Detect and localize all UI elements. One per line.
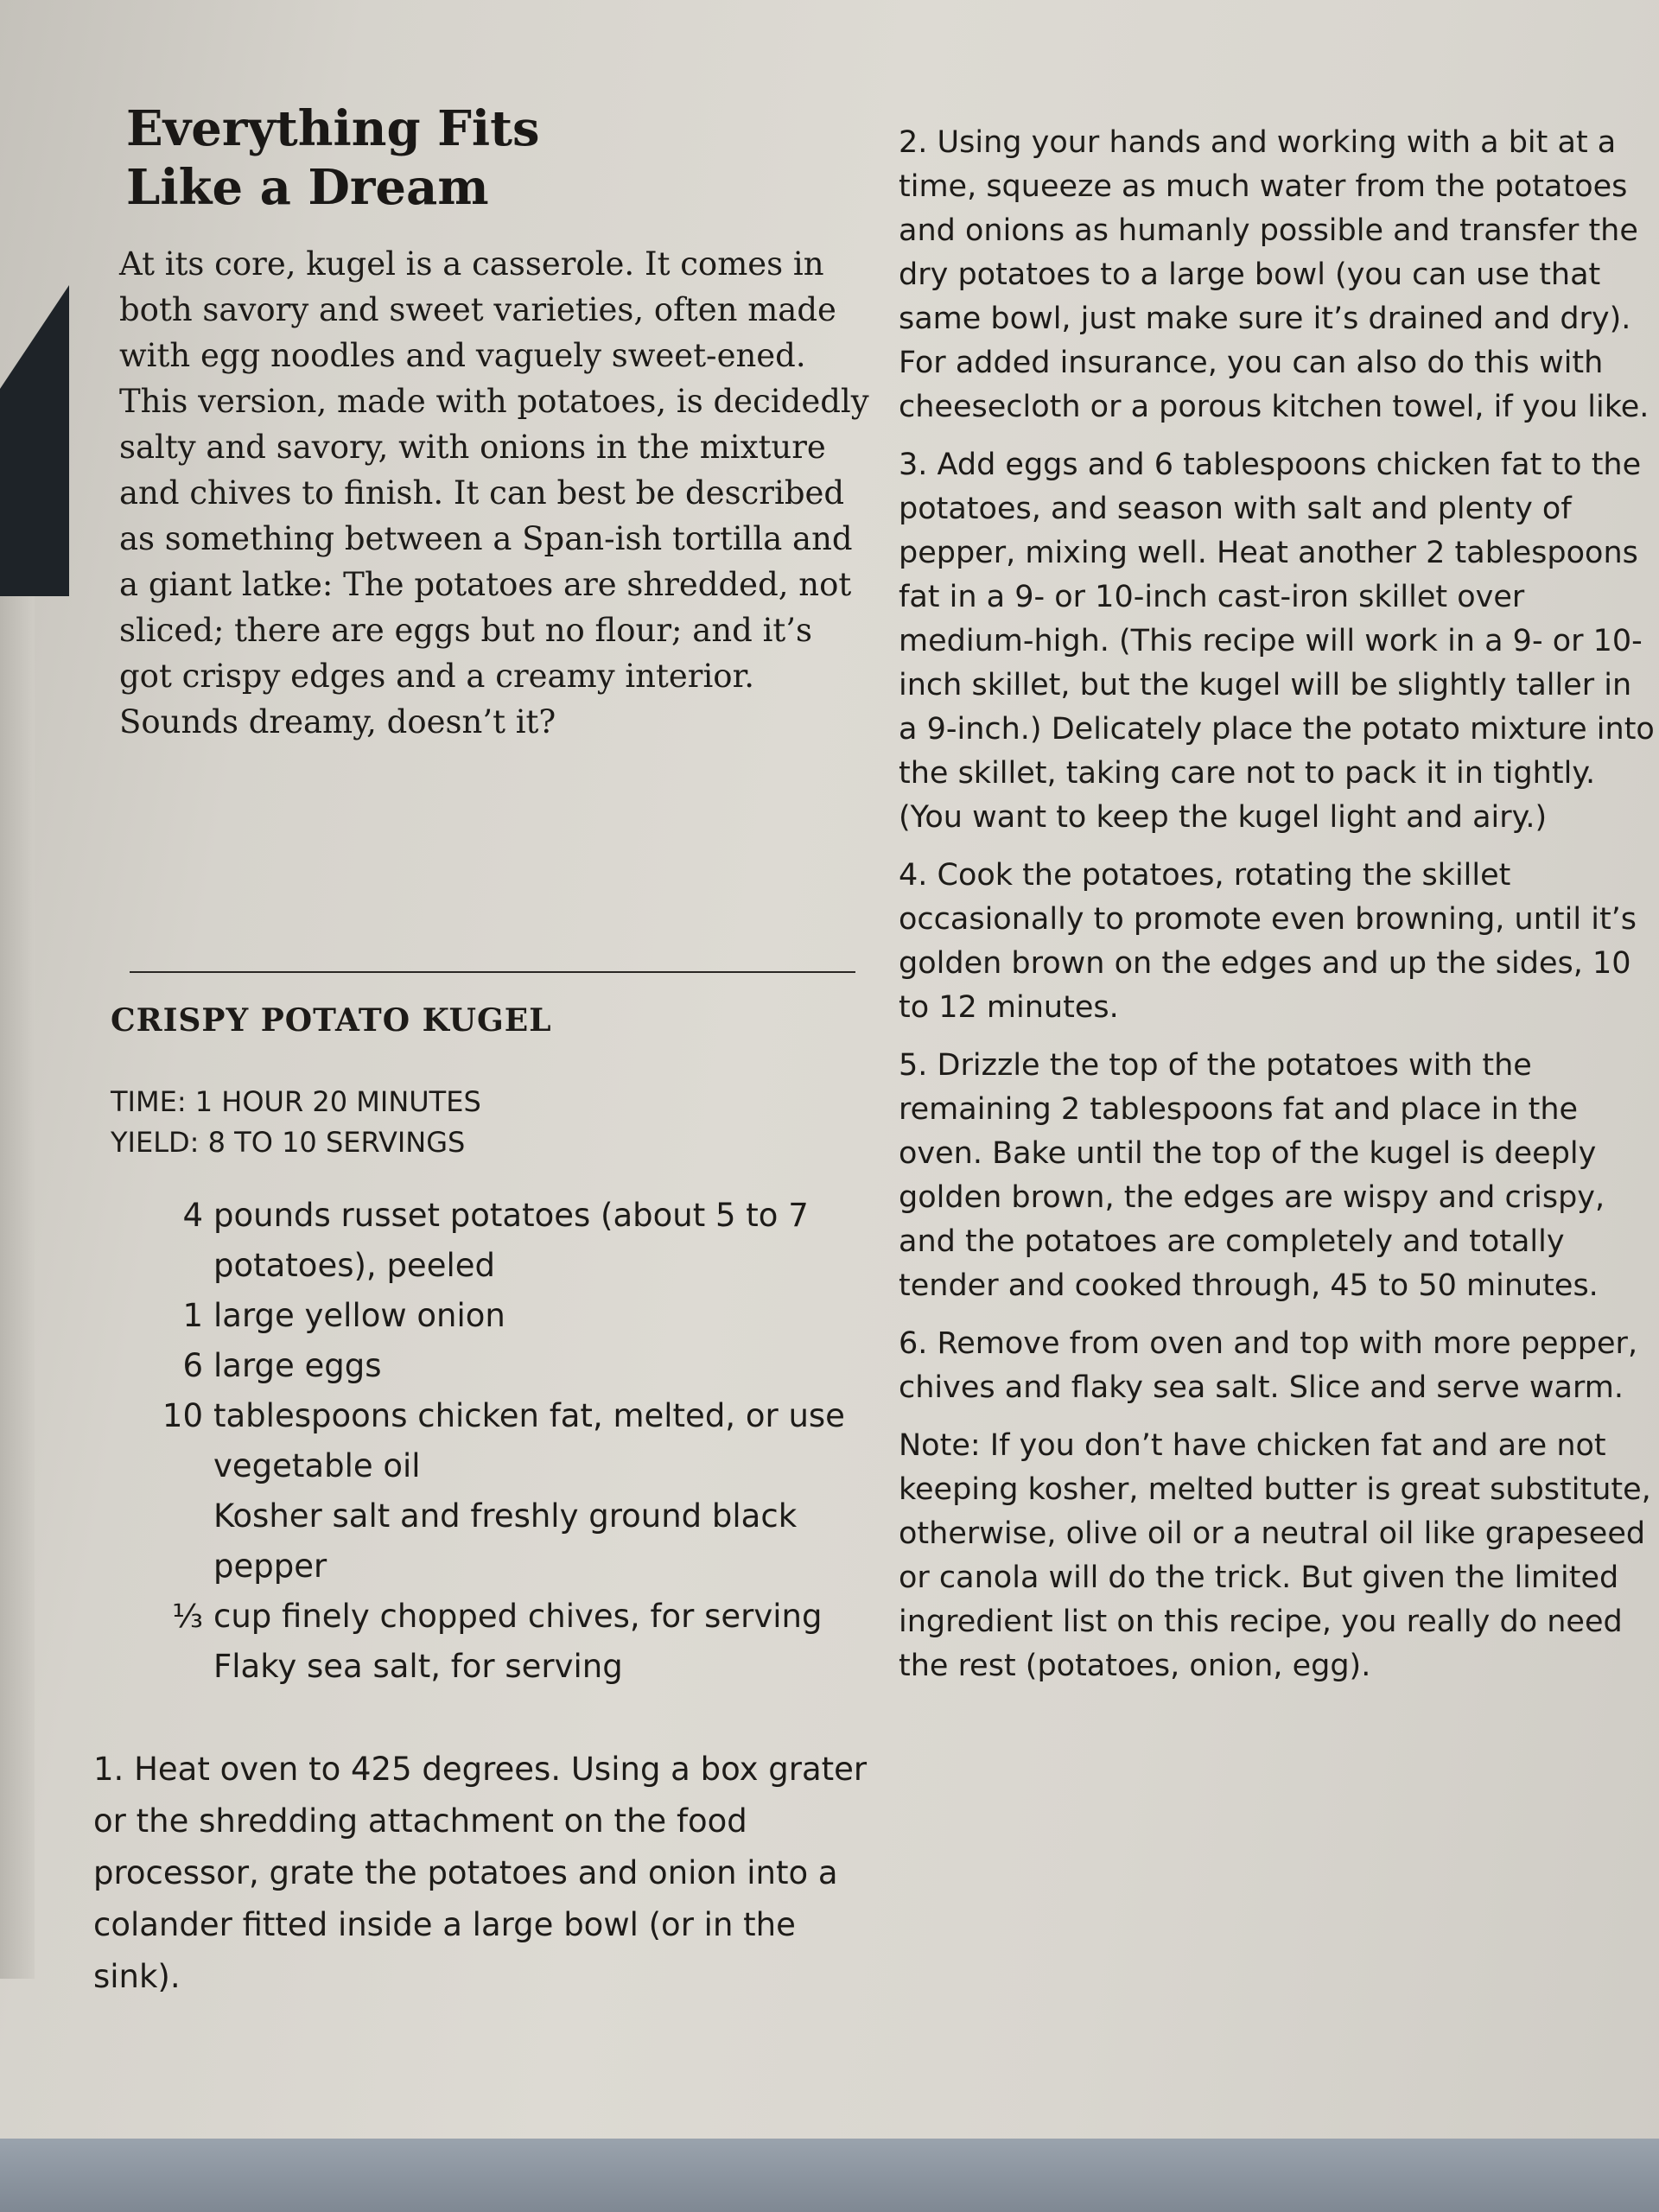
recipe-step-2: 2. Using your hands and working with a bit at a time, squeeze as much water from the potatoes and onions as humanly possible and transfer the dry potatoes to a large bowl (you can use that same bowl, just make sure it’s drained and dry). For added insurance, you can also do this with cheesecloth or a porous kitchen towel, if you like. — [899, 125, 1649, 424]
ingredient-text: large eggs — [213, 1347, 382, 1384]
ingredient-item — [143, 1191, 886, 1291]
recipe-meta — [111, 1082, 481, 1163]
ingredient-qty — [143, 1491, 213, 1592]
ingredient-text: Flaky sea salt, for serving — [213, 1648, 623, 1685]
ingredient-item — [143, 1341, 886, 1391]
ingredient-qty: 6 — [182, 1347, 203, 1384]
ingredient-item — [143, 1391, 886, 1491]
ingredient-item — [143, 1592, 886, 1642]
ingredient-text: pounds russet potatoes (about 5 to 7 potatoes), peeled — [213, 1197, 809, 1284]
recipe-note: Note: If you don’t have chicken fat and are not keeping kosher, melted butter is great substitute, otherwise, olive oil or a neutral oil like grapeseed or canola will do the trick. But given the limited ingredient list on this recipe, you really do need the rest (potatoes, onion, egg). — [899, 1428, 1651, 1683]
ingredient-qty: 1 — [182, 1297, 203, 1334]
ingredient-text: large yellow onion — [213, 1297, 505, 1334]
recipe-step-3: 3. Add eggs and 6 tablespoons chicken fat to the potatoes, and season with salt and plenty of pepper, mixing well. Heat another 2 tablespoons fat in a 9- or 10-inch cast-iron skillet over medium-high. (This recipe will work in a 9- or 10-inch skillet, but the kugel will be slightly taller in a 9-inch.) Delicately place the potato mixture into the skillet, taking care not to pack it in tightly. (You want to keep the kugel light and airy.) — [899, 448, 1655, 835]
headline-line-2: Like a Dream — [126, 159, 489, 216]
ingredient-qty: ⅓ — [172, 1598, 203, 1635]
ingredient-item — [143, 1291, 886, 1341]
page-shadow — [0, 285, 69, 596]
headline-line-1: Everything Fits — [126, 100, 540, 157]
recipe-step-1: 1. Heat oven to 425 degrees. Using a box grater or the shredding attachment on the food processor, grate the potatoes and onion into a colander fitted inside a large bowl (or in the sink). — [93, 1751, 868, 1995]
section-divider — [130, 971, 855, 973]
ingredient-qty: 10 — [162, 1397, 203, 1434]
article-headline — [126, 99, 873, 217]
recipe-title: CRISPY POTATO KUGEL — [111, 1002, 552, 1039]
ingredient-text: Kosher salt and freshly ground black pepper — [213, 1497, 798, 1585]
ingredient-text: tablespoons chicken fat, melted, or use vegetable oil — [213, 1397, 845, 1484]
recipe-step-4: 4. Cook the potatoes, rotating the skillet occasionally to promote even browning, until it’s golden brown on the edges and up the sides, 10 to 12 minutes. — [899, 858, 1637, 1025]
page-edge-shadow — [0, 596, 35, 1979]
ingredient-qty: 4 — [182, 1197, 203, 1234]
article-intro: At its core, kugel is a casserole. It comes in both savory and sweet varieties, often made with egg noodles and vaguely sweet-ened. This version, made with potatoes, is decidedly salty and savory, with onions in the mixture and chives to finish. It can best be described as something between a Span-ish tortilla and a giant latke: The potatoes are shredded, not sliced; there are eggs but no flour; and it’s got crispy edges and a creamy interior. Sounds dreamy, doesn’t it? — [119, 245, 869, 741]
background-surface — [0, 2139, 1659, 2212]
recipe-time: TIME: 1 HOUR 20 MINUTES — [111, 1085, 481, 1118]
recipe-step-5: 5. Drizzle the top of the potatoes with the remaining 2 tablespoons fat and place in the oven. Bake until the top of the kugel is deeply golden brown, the edges are wispy and crispy, and the potatoes are completely and totally tender and cooked through, 45 to 50 minutes. — [899, 1048, 1605, 1303]
recipe-yield: YIELD: 8 TO 10 SERVINGS — [111, 1126, 466, 1159]
steps-column — [899, 121, 1655, 1702]
ingredient-qty — [143, 1642, 213, 1692]
ingredient-list — [143, 1191, 886, 1692]
ingredient-item — [143, 1491, 886, 1592]
ingredient-item — [143, 1642, 886, 1692]
article-column — [112, 99, 873, 745]
ingredient-text: cup finely chopped chives, for serving — [213, 1598, 823, 1635]
recipe-step-6: 6. Remove from oven and top with more pepper, chives and flaky sea salt. Slice and serve warm. — [899, 1326, 1638, 1405]
